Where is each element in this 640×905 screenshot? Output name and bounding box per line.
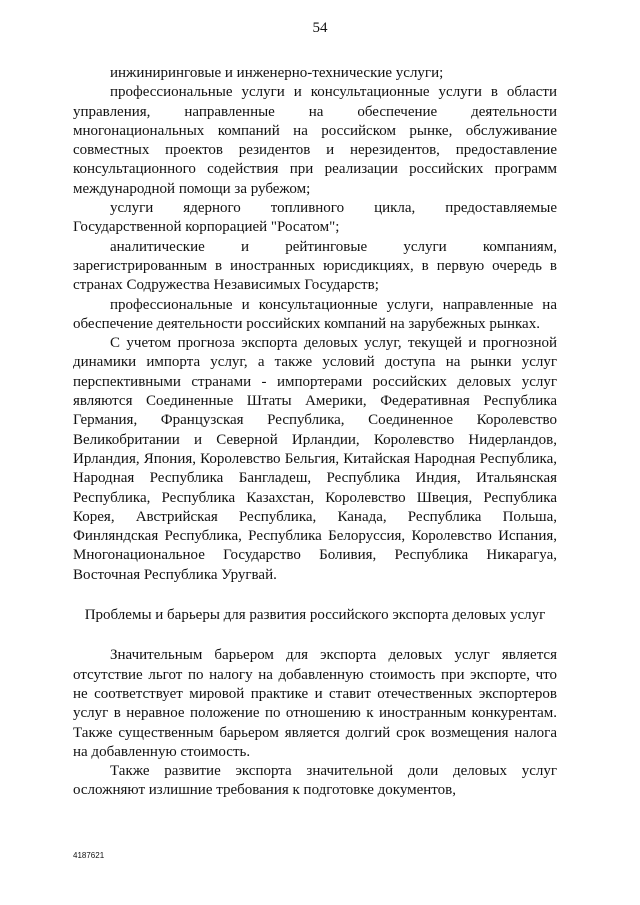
paragraph-document-requirements: Также развитие экспорта значительной доли деловых услуг осложняют излишние требования к подготовке документов,	[73, 763, 557, 799]
document-body	[73, 64, 557, 801]
document-code: 4187621	[73, 851, 105, 860]
section-heading: Проблемы и барьеры для развития российского экспорта деловых услуг	[84, 607, 546, 624]
paragraph-vat-barrier: Значительным барьером для экспорта деловых услуг является отсутствие льгот по налогу на добавленную стоимость при экспорте, что не соответствует мировой практике и ставит отечественных экспортеров услуг в неравное положение по отношению к иностранным конкурентам. Также существенным барьером является долгий срок возмещения налога на добавленную стоимость.	[73, 647, 557, 760]
paragraph-engineering-services: инжиниринговые и инженерно-технические услуги;	[110, 65, 444, 81]
page-number: 54	[312, 20, 328, 36]
paragraph-nuclear-services: услуги ядерного топливного цикла, предоставляемые Государственной корпорацией "Росатом";	[73, 200, 557, 236]
paragraph-consulting-services: профессиональные и консультационные услуги, направленные на обеспечение деятельности российских компаний на зарубежных рынках.	[73, 296, 557, 332]
paragraph-rating-services: аналитические и рейтинговые услуги компаниям, зарегистрированным в иностранных юрисдикциях, в первую очередь в странах Содружества Независимых Государств;	[73, 238, 557, 294]
paragraph-professional-services: профессиональные услуги и консультационные услуги в области управления, направленные на обеспечение деятельности многонациональных компаний на российском рынке, обслуживание совместных проектов резидентов и нерезидентов, предоставление консультационного содействия при реализации российских программ международной помощи за рубежом;	[73, 84, 557, 197]
paragraph-importer-countries: С учетом прогноза экспорта деловых услуг, текущей и прогнозной динамики импорта услуг, а также условий доступа на рынки услуг перспективными странами - импортерами российских деловых услуг являются Соединенные Штаты Америки, Федеративная Республика Германия, Французская Республика, Соединенное Королевство Великобритании и Северной Ирландии, Королевство Нидерландов, Ирландия, Япония, Королевство Бельгия, Китайская Народная Республика, Народная Республика Бангладеш, Республика Индия, Итальянская Республика, Республика Казахстан, Королевство Швеция, Республика Корея, Австрийская Республика, Канада, Республика Польша, Финляндская Республика, Республика Белоруссия, Королевство Испания, Многонациональное Государство Боливия, Республика Никарагуа, Восточная Республика Уругвай.	[73, 335, 557, 583]
